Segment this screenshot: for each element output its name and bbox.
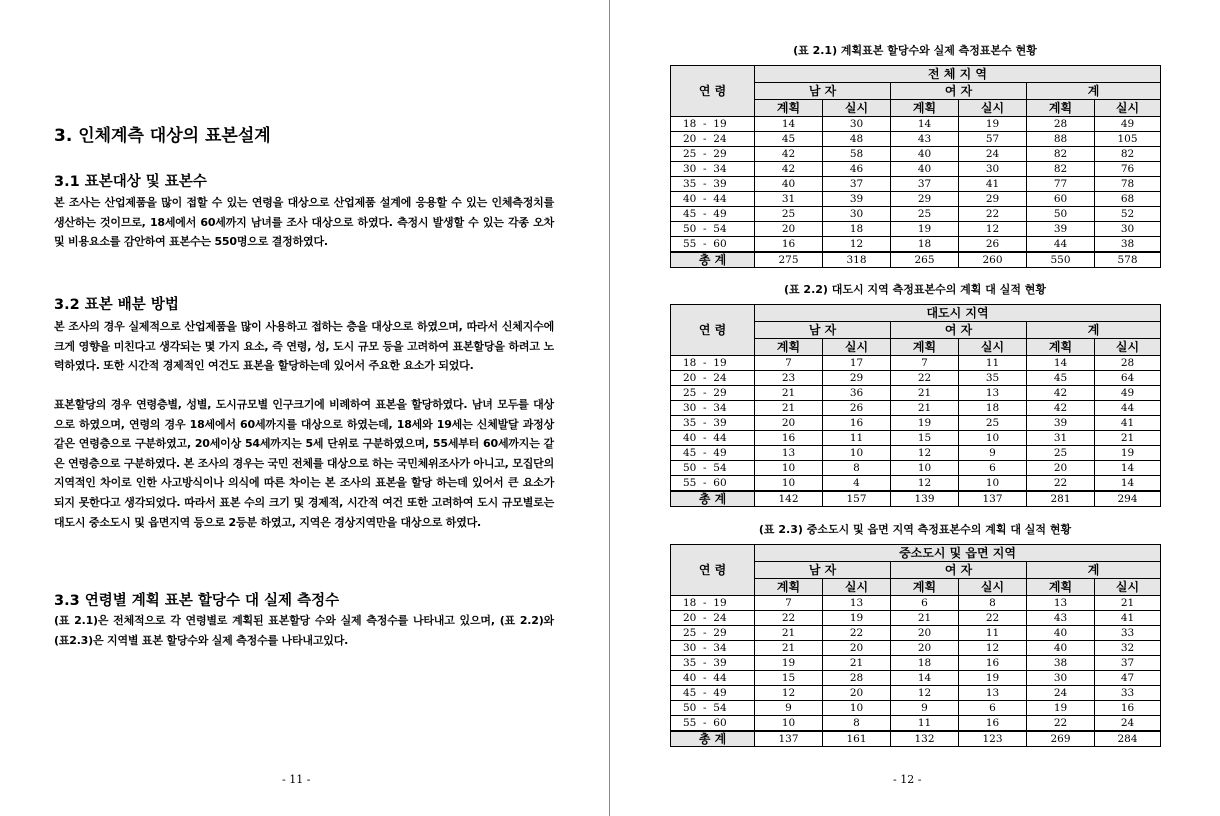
table-row xyxy=(671,671,1161,686)
value-cell: 18 xyxy=(891,237,959,253)
value-cell: 19 xyxy=(959,671,1027,686)
table-row xyxy=(671,117,1161,132)
value-cell: 22 xyxy=(959,611,1027,626)
value-cell: 30 xyxy=(823,207,891,222)
table-2-caption: (표 2.2) 대도시 지역 측정표본수의 계획 대 실적 현황 xyxy=(783,283,1047,296)
value-cell: 30 xyxy=(1095,222,1161,237)
total-row xyxy=(671,731,1161,747)
value-cell: 14 xyxy=(891,117,959,132)
actual-header: 실시 xyxy=(1095,339,1161,356)
table-row xyxy=(671,686,1161,701)
value-cell: 21 xyxy=(755,626,823,641)
value-cell: 9 xyxy=(959,446,1027,461)
value-cell: 31 xyxy=(755,192,823,207)
value-cell: 16 xyxy=(755,237,823,253)
value-cell: 39 xyxy=(1027,222,1095,237)
value-cell: 13 xyxy=(755,446,823,461)
value-cell: 22 xyxy=(755,611,823,626)
male-header: 남 자 xyxy=(755,322,891,339)
value-cell: 26 xyxy=(959,237,1027,253)
table-3-caption: (표 2.3) 중소도시 및 읍면 지역 측정표본수의 계획 대 실적 현황 xyxy=(758,523,1072,536)
total-value-cell: 142 xyxy=(755,491,823,507)
value-cell: 37 xyxy=(823,177,891,192)
value-cell: 21 xyxy=(891,611,959,626)
value-cell: 37 xyxy=(891,177,959,192)
table-2 xyxy=(670,304,1161,507)
table-row xyxy=(671,401,1161,416)
total-header: 계 xyxy=(1027,322,1161,339)
value-cell: 68 xyxy=(1095,192,1161,207)
total-value-cell: 157 xyxy=(823,491,891,507)
total-row xyxy=(671,491,1161,507)
age-range-cell: 45 - 49 xyxy=(671,446,755,461)
table-row xyxy=(671,611,1161,626)
region-header: 대도시 지역 xyxy=(755,305,1161,322)
age-range-cell: 50 - 54 xyxy=(671,461,755,476)
value-cell: 35 xyxy=(959,371,1027,386)
age-header: 연 령 xyxy=(671,66,755,117)
value-cell: 10 xyxy=(891,461,959,476)
header-row-region xyxy=(671,66,1161,83)
value-cell: 14 xyxy=(891,671,959,686)
value-cell: 20 xyxy=(755,416,823,431)
age-range-cell: 30 - 34 xyxy=(671,401,755,416)
plan-header: 계획 xyxy=(755,339,823,356)
plan-header: 계획 xyxy=(891,339,959,356)
value-cell: 7 xyxy=(891,356,959,371)
value-cell: 43 xyxy=(891,132,959,147)
age-range-cell: 25 - 29 xyxy=(671,147,755,162)
value-cell: 33 xyxy=(1095,686,1161,701)
total-row-label: 총 계 xyxy=(671,491,755,507)
value-cell: 14 xyxy=(755,117,823,132)
age-range-cell: 55 - 60 xyxy=(671,237,755,253)
value-cell: 49 xyxy=(1095,117,1161,132)
total-value-cell: 132 xyxy=(891,731,959,747)
age-range-cell: 50 - 54 xyxy=(671,701,755,716)
value-cell: 21 xyxy=(891,401,959,416)
value-cell: 23 xyxy=(755,371,823,386)
value-cell: 4 xyxy=(823,476,891,492)
age-range-cell: 55 - 60 xyxy=(671,476,755,492)
table-row xyxy=(671,222,1161,237)
table-row xyxy=(671,386,1161,401)
value-cell: 15 xyxy=(755,671,823,686)
age-range-cell: 35 - 39 xyxy=(671,656,755,671)
value-cell: 18 xyxy=(891,656,959,671)
value-cell: 60 xyxy=(1027,192,1095,207)
total-value-cell: 550 xyxy=(1027,252,1095,268)
age-range-cell: 40 - 44 xyxy=(671,192,755,207)
plan-header: 계획 xyxy=(1027,339,1095,356)
table-row xyxy=(671,192,1161,207)
table-row xyxy=(671,207,1161,222)
value-cell: 10 xyxy=(823,446,891,461)
total-value-cell: 578 xyxy=(1095,252,1161,268)
value-cell: 22 xyxy=(1027,716,1095,732)
section-3-2-text-2: 표본할당의 경우 연령층별, 성별, 도시규모별 인구크기에 비례하여 표본을 할당하였다. 남녀 모두를 대상으로 하였으며, 연령의 경우 18세에서 60세까지를 대상으로 하였는데, 18세와 19세는 신체발달 과정상 같은 연령층으로 구분하였고, 20세이상 54세까지는 5세 단위로 구분하였으며, 55세부터 60세까지는 같은 연령층으로 구분하였다. 본 조사의 경우는 국민 전체를 대상으로 하는 국민체위조사가 아니고, 모집단의 지역적인 차이로 인한 사고방식이나 의식에 따른 차이는 본 조사의 표본을 할당 하는데 있어서 큰 요소가 되지 못한다고 생각되었다. 따라서 표본 수의 크기 및 경제적, 시간적 여건 또한 고려하여 도시 규모별로는 대도시 중소도시 및 읍면지역 등으로 2등분 하였고, 지역은 경상지역만을 대상으로 하였다. xyxy=(54,398,554,529)
value-cell: 30 xyxy=(1027,671,1095,686)
value-cell: 58 xyxy=(823,147,891,162)
value-cell: 43 xyxy=(1027,611,1095,626)
value-cell: 82 xyxy=(1027,147,1095,162)
age-range-cell: 18 - 19 xyxy=(671,356,755,371)
table-row xyxy=(671,596,1161,611)
value-cell: 45 xyxy=(1027,371,1095,386)
value-cell: 52 xyxy=(1095,207,1161,222)
total-value-cell: 284 xyxy=(1095,731,1161,747)
value-cell: 19 xyxy=(959,117,1027,132)
value-cell: 77 xyxy=(1027,177,1095,192)
table-1-caption: (표 2.1) 계획표본 할당수와 실제 측정표본수 현황 xyxy=(793,44,1037,57)
value-cell: 40 xyxy=(755,177,823,192)
section-3-3-title: 3.3 연령별 계획 표본 할당수 대 실제 측정수 xyxy=(54,593,340,609)
value-cell: 10 xyxy=(755,716,823,732)
table-row xyxy=(671,162,1161,177)
table-row xyxy=(671,177,1161,192)
value-cell: 30 xyxy=(959,162,1027,177)
section-3-3-text: (표 2.1)은 전체적으로 각 연령별로 계획된 표본할당 수와 실제 측정수를 나타내고 있으며, (표 2.2)와 (표2.3)은 지역별 표본 할당수와 실제 측정수를 나타내고있다. xyxy=(54,614,554,647)
value-cell: 20 xyxy=(823,641,891,656)
value-cell: 13 xyxy=(959,386,1027,401)
page-number-left: - 11 - xyxy=(282,773,311,786)
value-cell: 42 xyxy=(755,162,823,177)
value-cell: 6 xyxy=(891,596,959,611)
value-cell: 24 xyxy=(1027,686,1095,701)
age-range-cell: 20 - 24 xyxy=(671,611,755,626)
value-cell: 8 xyxy=(823,716,891,732)
plan-header: 계획 xyxy=(755,579,823,596)
male-header: 남 자 xyxy=(755,562,891,579)
value-cell: 21 xyxy=(755,386,823,401)
table-row xyxy=(671,461,1161,476)
value-cell: 22 xyxy=(959,207,1027,222)
value-cell: 10 xyxy=(959,476,1027,492)
section-3-2-title: 3.2 표본 배분 방법 xyxy=(54,297,179,313)
value-cell: 6 xyxy=(959,701,1027,716)
value-cell: 12 xyxy=(755,686,823,701)
female-header: 여 자 xyxy=(891,83,1027,100)
value-cell: 20 xyxy=(755,222,823,237)
value-cell: 40 xyxy=(1027,626,1095,641)
total-value-cell: 123 xyxy=(959,731,1027,747)
value-cell: 15 xyxy=(891,431,959,446)
value-cell: 42 xyxy=(1027,386,1095,401)
value-cell: 12 xyxy=(823,237,891,253)
male-header: 남 자 xyxy=(755,83,891,100)
value-cell: 14 xyxy=(1027,356,1095,371)
table-row xyxy=(671,237,1161,253)
value-cell: 20 xyxy=(891,626,959,641)
value-cell: 21 xyxy=(755,641,823,656)
plan-header: 계획 xyxy=(1027,579,1095,596)
value-cell: 24 xyxy=(1095,716,1161,732)
age-range-cell: 40 - 44 xyxy=(671,671,755,686)
region-header: 전 체 지 역 xyxy=(755,66,1161,83)
actual-header: 실시 xyxy=(959,339,1027,356)
value-cell: 19 xyxy=(1095,446,1161,461)
value-cell: 10 xyxy=(755,461,823,476)
value-cell: 28 xyxy=(1027,117,1095,132)
age-range-cell: 30 - 34 xyxy=(671,641,755,656)
table-row xyxy=(671,431,1161,446)
value-cell: 82 xyxy=(1027,162,1095,177)
value-cell: 19 xyxy=(891,416,959,431)
value-cell: 11 xyxy=(959,356,1027,371)
actual-header: 실시 xyxy=(959,579,1027,596)
table-row xyxy=(671,476,1161,492)
actual-header: 실시 xyxy=(823,339,891,356)
value-cell: 18 xyxy=(959,401,1027,416)
table-row xyxy=(671,132,1161,147)
value-cell: 82 xyxy=(1095,147,1161,162)
value-cell: 46 xyxy=(823,162,891,177)
table-row xyxy=(671,626,1161,641)
value-cell: 40 xyxy=(891,147,959,162)
value-cell: 25 xyxy=(755,207,823,222)
value-cell: 8 xyxy=(959,596,1027,611)
age-range-cell: 35 - 39 xyxy=(671,416,755,431)
value-cell: 12 xyxy=(959,222,1027,237)
value-cell: 20 xyxy=(1027,461,1095,476)
value-cell: 19 xyxy=(891,222,959,237)
value-cell: 17 xyxy=(823,356,891,371)
value-cell: 76 xyxy=(1095,162,1161,177)
total-value-cell: 139 xyxy=(891,491,959,507)
value-cell: 41 xyxy=(959,177,1027,192)
value-cell: 8 xyxy=(823,461,891,476)
value-cell: 21 xyxy=(891,386,959,401)
value-cell: 37 xyxy=(1095,656,1161,671)
value-cell: 28 xyxy=(1095,356,1161,371)
table-1 xyxy=(670,65,1161,268)
table-row xyxy=(671,446,1161,461)
value-cell: 42 xyxy=(755,147,823,162)
total-row-label: 총 계 xyxy=(671,252,755,268)
table-row xyxy=(671,356,1161,371)
header-row-region xyxy=(671,545,1161,562)
actual-header: 실시 xyxy=(823,579,891,596)
value-cell: 32 xyxy=(1095,641,1161,656)
value-cell: 12 xyxy=(959,641,1027,656)
female-header: 여 자 xyxy=(891,562,1027,579)
value-cell: 21 xyxy=(823,656,891,671)
value-cell: 29 xyxy=(891,192,959,207)
total-value-cell: 318 xyxy=(823,252,891,268)
value-cell: 13 xyxy=(1027,596,1095,611)
value-cell: 78 xyxy=(1095,177,1161,192)
value-cell: 105 xyxy=(1095,132,1161,147)
table-row xyxy=(671,147,1161,162)
value-cell: 11 xyxy=(891,716,959,732)
value-cell: 7 xyxy=(755,356,823,371)
age-header: 연 령 xyxy=(671,305,755,356)
plan-header: 계획 xyxy=(891,579,959,596)
section-3-2-text-1: 본 조사의 경우 실제적으로 산업제품을 많이 사용하고 접하는 층을 대상으로 하였으며, 따라서 신체지수에 크게 영향을 미친다고 생각되는 몇 가지 요소, 즉 연령, 성, 도시 규모 등을 고려하여 표본할당을 하려고 노력하였다. 또한 시간적 경제적인 여건도 표본을 할당하는데 있어서 주요한 요소가 되었다. xyxy=(54,320,554,373)
total-value-cell: 275 xyxy=(755,252,823,268)
age-range-cell: 20 - 24 xyxy=(671,132,755,147)
value-cell: 13 xyxy=(823,596,891,611)
value-cell: 10 xyxy=(823,701,891,716)
age-range-cell: 18 - 19 xyxy=(671,596,755,611)
table-3 xyxy=(670,544,1161,747)
value-cell: 49 xyxy=(1095,386,1161,401)
value-cell: 39 xyxy=(823,192,891,207)
total-value-cell: 281 xyxy=(1027,491,1095,507)
value-cell: 6 xyxy=(959,461,1027,476)
value-cell: 29 xyxy=(823,371,891,386)
value-cell: 16 xyxy=(755,431,823,446)
actual-header: 실시 xyxy=(1095,100,1161,117)
total-value-cell: 260 xyxy=(959,252,1027,268)
age-range-cell: 20 - 24 xyxy=(671,371,755,386)
value-cell: 14 xyxy=(1095,476,1161,492)
value-cell: 48 xyxy=(823,132,891,147)
value-cell: 36 xyxy=(823,386,891,401)
female-header: 여 자 xyxy=(891,322,1027,339)
value-cell: 10 xyxy=(959,431,1027,446)
value-cell: 25 xyxy=(1027,446,1095,461)
header-row-region xyxy=(671,305,1161,322)
value-cell: 14 xyxy=(1095,461,1161,476)
table-row xyxy=(671,371,1161,386)
value-cell: 22 xyxy=(891,371,959,386)
value-cell: 25 xyxy=(959,416,1027,431)
region-header: 중소도시 및 읍면 지역 xyxy=(755,545,1161,562)
value-cell: 16 xyxy=(959,716,1027,732)
value-cell: 28 xyxy=(823,671,891,686)
age-range-cell: 55 - 60 xyxy=(671,716,755,732)
value-cell: 22 xyxy=(823,626,891,641)
actual-header: 실시 xyxy=(959,100,1027,117)
value-cell: 9 xyxy=(755,701,823,716)
age-range-cell: 30 - 34 xyxy=(671,162,755,177)
age-range-cell: 25 - 29 xyxy=(671,626,755,641)
value-cell: 25 xyxy=(891,207,959,222)
actual-header: 실시 xyxy=(823,100,891,117)
value-cell: 64 xyxy=(1095,371,1161,386)
value-cell: 39 xyxy=(1027,416,1095,431)
value-cell: 21 xyxy=(1095,431,1161,446)
table-row xyxy=(671,641,1161,656)
value-cell: 31 xyxy=(1027,431,1095,446)
total-value-cell: 137 xyxy=(755,731,823,747)
total-value-cell: 294 xyxy=(1095,491,1161,507)
value-cell: 16 xyxy=(959,656,1027,671)
total-row xyxy=(671,252,1161,268)
value-cell: 42 xyxy=(1027,401,1095,416)
section-3-1-title: 3.1 표본대상 및 표본수 xyxy=(54,174,207,190)
value-cell: 30 xyxy=(823,117,891,132)
value-cell: 16 xyxy=(823,416,891,431)
value-cell: 88 xyxy=(1027,132,1095,147)
total-value-cell: 269 xyxy=(1027,731,1095,747)
age-range-cell: 18 - 19 xyxy=(671,117,755,132)
value-cell: 13 xyxy=(959,686,1027,701)
value-cell: 19 xyxy=(1027,701,1095,716)
value-cell: 9 xyxy=(891,701,959,716)
age-range-cell: 45 - 49 xyxy=(671,686,755,701)
value-cell: 44 xyxy=(1095,401,1161,416)
value-cell: 20 xyxy=(891,641,959,656)
value-cell: 19 xyxy=(755,656,823,671)
value-cell: 21 xyxy=(1095,596,1161,611)
value-cell: 10 xyxy=(755,476,823,492)
value-cell: 7 xyxy=(755,596,823,611)
table-row xyxy=(671,416,1161,431)
table-row xyxy=(671,656,1161,671)
age-header: 연 령 xyxy=(671,545,755,596)
plan-header: 계획 xyxy=(891,100,959,117)
page-number-right: - 12 - xyxy=(893,773,922,786)
age-range-cell: 40 - 44 xyxy=(671,431,755,446)
section-3-1-text: 본 조사는 산업제품을 많이 접할 수 있는 연령을 대상으로 산업제품 설계에 응용할 수 있는 인체측정치를 생산하는 것이므로, 18세에서 60세까지 남녀를 조사 대상으로 하였다. 측정시 발생할 수 있는 각종 오차 및 비용요소를 감안하여 표본수는 550명으로 결정하였다. xyxy=(54,196,554,249)
table-row xyxy=(671,716,1161,732)
value-cell: 41 xyxy=(1095,611,1161,626)
value-cell: 57 xyxy=(959,132,1027,147)
total-value-cell: 265 xyxy=(891,252,959,268)
value-cell: 16 xyxy=(1095,701,1161,716)
value-cell: 12 xyxy=(891,476,959,492)
total-value-cell: 161 xyxy=(823,731,891,747)
value-cell: 50 xyxy=(1027,207,1095,222)
value-cell: 47 xyxy=(1095,671,1161,686)
value-cell: 11 xyxy=(959,626,1027,641)
value-cell: 11 xyxy=(823,431,891,446)
table-row xyxy=(671,701,1161,716)
value-cell: 45 xyxy=(755,132,823,147)
value-cell: 19 xyxy=(823,611,891,626)
total-header: 계 xyxy=(1027,83,1161,100)
value-cell: 41 xyxy=(1095,416,1161,431)
age-range-cell: 35 - 39 xyxy=(671,177,755,192)
value-cell: 38 xyxy=(1027,656,1095,671)
value-cell: 26 xyxy=(823,401,891,416)
value-cell: 12 xyxy=(891,686,959,701)
chapter-title: 3. 인체계측 대상의 표본설계 xyxy=(54,126,271,146)
value-cell: 40 xyxy=(1027,641,1095,656)
value-cell: 29 xyxy=(959,192,1027,207)
age-range-cell: 25 - 29 xyxy=(671,386,755,401)
total-row-label: 총 계 xyxy=(671,731,755,747)
total-value-cell: 137 xyxy=(959,491,1027,507)
plan-header: 계획 xyxy=(1027,100,1095,117)
age-range-cell: 45 - 49 xyxy=(671,207,755,222)
plan-header: 계획 xyxy=(755,100,823,117)
value-cell: 20 xyxy=(823,686,891,701)
value-cell: 40 xyxy=(891,162,959,177)
total-header: 계 xyxy=(1027,562,1161,579)
value-cell: 12 xyxy=(891,446,959,461)
age-range-cell: 50 - 54 xyxy=(671,222,755,237)
actual-header: 실시 xyxy=(1095,579,1161,596)
value-cell: 44 xyxy=(1027,237,1095,253)
value-cell: 18 xyxy=(823,222,891,237)
value-cell: 33 xyxy=(1095,626,1161,641)
page-divider xyxy=(609,0,610,816)
value-cell: 22 xyxy=(1027,476,1095,492)
value-cell: 24 xyxy=(959,147,1027,162)
value-cell: 38 xyxy=(1095,237,1161,253)
value-cell: 21 xyxy=(755,401,823,416)
